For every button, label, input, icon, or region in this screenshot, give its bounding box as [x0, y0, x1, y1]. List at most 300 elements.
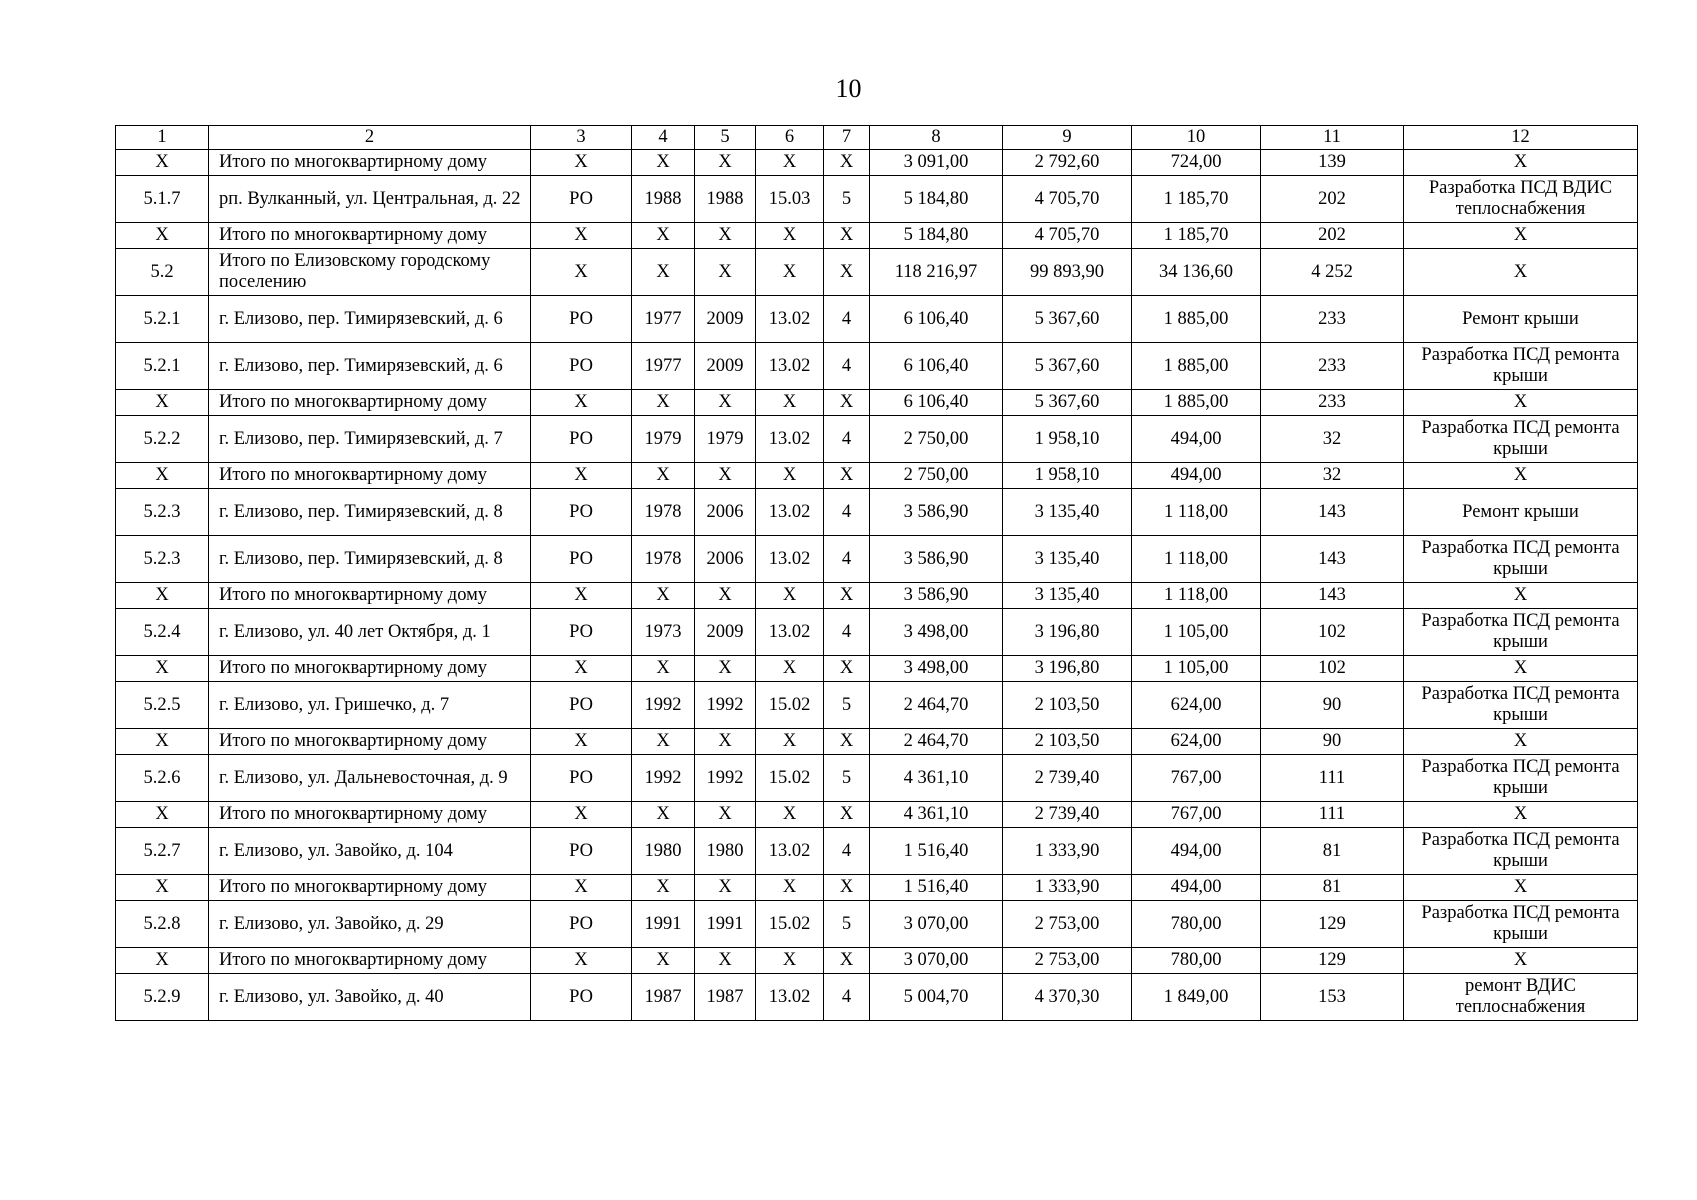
count-cell: 143: [1261, 489, 1404, 536]
floors-cell: 5: [824, 901, 870, 948]
amount-cell: 1 185,70: [1132, 176, 1261, 223]
floors-cell: Х: [824, 729, 870, 755]
year-built-cell: 1977: [632, 343, 695, 390]
amount-cell: 2 103,50: [1003, 682, 1132, 729]
address-cell: Итого по многоквартирному дому: [209, 583, 531, 609]
amount-cell: 4 705,70: [1003, 176, 1132, 223]
amount-cell: 6 106,40: [870, 296, 1003, 343]
amount-cell: 4 370,30: [1003, 974, 1132, 1021]
count-cell: 233: [1261, 390, 1404, 416]
row-number-cell: Х: [116, 150, 209, 176]
year-cell: Х: [695, 656, 756, 682]
work-type-cell: ремонт ВДИС теплоснабжения: [1404, 974, 1638, 1021]
code-cell: 13.02: [756, 974, 824, 1021]
type-cell: Х: [531, 390, 632, 416]
year-cell: Х: [695, 729, 756, 755]
amount-cell: 3 586,90: [870, 489, 1003, 536]
work-type-cell: Разработка ПСД ремонта крыши: [1404, 609, 1638, 656]
table-row: [116, 755, 1638, 802]
count-cell: 202: [1261, 176, 1404, 223]
type-cell: Х: [531, 463, 632, 489]
year-cell: Х: [695, 875, 756, 901]
address-cell: Итого по Елизовскому городскому поселению: [209, 249, 531, 296]
table-row: [116, 682, 1638, 729]
type-cell: РО: [531, 755, 632, 802]
year-cell: 1987: [695, 974, 756, 1021]
type-cell: РО: [531, 343, 632, 390]
subtotal-row: [116, 150, 1638, 176]
amount-cell: 2 739,40: [1003, 755, 1132, 802]
amount-cell: 1 185,70: [1132, 223, 1261, 249]
subtotal-row: [116, 463, 1638, 489]
row-number-cell: Х: [116, 656, 209, 682]
header-cell: 4: [632, 126, 695, 150]
row-number-cell: 5.2.2: [116, 416, 209, 463]
table-row: [116, 609, 1638, 656]
address-cell: рп. Вулканный, ул. Центральная, д. 22: [209, 176, 531, 223]
amount-cell: 3 586,90: [870, 583, 1003, 609]
table-row: [116, 974, 1638, 1021]
year-cell: Х: [695, 583, 756, 609]
floors-cell: Х: [824, 583, 870, 609]
floors-cell: Х: [824, 656, 870, 682]
count-cell: 111: [1261, 755, 1404, 802]
amount-cell: 624,00: [1132, 682, 1261, 729]
table-row: [116, 901, 1638, 948]
amount-cell: 1 105,00: [1132, 609, 1261, 656]
address-cell: Итого по многоквартирному дому: [209, 875, 531, 901]
code-cell: 15.02: [756, 755, 824, 802]
work-type-cell: Разработка ПСД ремонта крыши: [1404, 343, 1638, 390]
code-cell: Х: [756, 802, 824, 828]
floors-cell: Х: [824, 150, 870, 176]
year-cell: 1988: [695, 176, 756, 223]
row-number-cell: Х: [116, 802, 209, 828]
count-cell: 129: [1261, 948, 1404, 974]
year-cell: 2009: [695, 296, 756, 343]
amount-cell: 1 118,00: [1132, 536, 1261, 583]
amount-cell: 3 070,00: [870, 948, 1003, 974]
code-cell: 15.02: [756, 682, 824, 729]
amount-cell: 5 367,60: [1003, 296, 1132, 343]
subtotal-row: [116, 802, 1638, 828]
count-cell: 143: [1261, 583, 1404, 609]
code-cell: Х: [756, 656, 824, 682]
year-cell: Х: [695, 802, 756, 828]
header-cell: 11: [1261, 126, 1404, 150]
page-number: 10: [835, 74, 862, 103]
amount-cell: 1 958,10: [1003, 463, 1132, 489]
work-type-cell: Ремонт крыши: [1404, 296, 1638, 343]
type-cell: РО: [531, 416, 632, 463]
code-cell: 15.02: [756, 901, 824, 948]
year-cell: 2009: [695, 609, 756, 656]
amount-cell: 780,00: [1132, 948, 1261, 974]
amount-cell: 5 367,60: [1003, 343, 1132, 390]
table-row: [116, 343, 1638, 390]
address-cell: г. Елизово, пер. Тимирязевский, д. 8: [209, 489, 531, 536]
year-cell: Х: [695, 390, 756, 416]
year-built-cell: 1978: [632, 536, 695, 583]
address-cell: г. Елизово, ул. Завойко, д. 29: [209, 901, 531, 948]
amount-cell: 494,00: [1132, 463, 1261, 489]
type-cell: Х: [531, 249, 632, 296]
count-cell: 81: [1261, 828, 1404, 875]
table-row: [116, 176, 1638, 223]
year-cell: 2006: [695, 536, 756, 583]
type-cell: Х: [531, 656, 632, 682]
address-cell: Итого по многоквартирному дому: [209, 656, 531, 682]
amount-cell: 1 118,00: [1132, 583, 1261, 609]
floors-cell: 4: [824, 974, 870, 1021]
work-type-cell: Ремонт крыши: [1404, 489, 1638, 536]
header-cell: 10: [1132, 126, 1261, 150]
amount-cell: 2 464,70: [870, 729, 1003, 755]
floors-cell: Х: [824, 390, 870, 416]
amount-cell: 3 586,90: [870, 536, 1003, 583]
work-type-cell: Х: [1404, 390, 1638, 416]
amount-cell: 724,00: [1132, 150, 1261, 176]
code-cell: 13.02: [756, 489, 824, 536]
repair-register-table: [115, 125, 1638, 1021]
row-number-cell: 5.2.7: [116, 828, 209, 875]
work-type-cell: Разработка ПСД ВДИС теплоснабжения: [1404, 176, 1638, 223]
code-cell: 13.02: [756, 343, 824, 390]
type-cell: РО: [531, 828, 632, 875]
floors-cell: Х: [824, 249, 870, 296]
amount-cell: 3 070,00: [870, 901, 1003, 948]
code-cell: Х: [756, 583, 824, 609]
type-cell: РО: [531, 176, 632, 223]
address-cell: г. Елизово, пер. Тимирязевский, д. 7: [209, 416, 531, 463]
floors-cell: 4: [824, 828, 870, 875]
type-cell: Х: [531, 875, 632, 901]
floors-cell: 4: [824, 296, 870, 343]
type-cell: РО: [531, 682, 632, 729]
work-type-cell: Х: [1404, 249, 1638, 296]
year-built-cell: 1973: [632, 609, 695, 656]
row-number-cell: 5.2.3: [116, 489, 209, 536]
address-cell: г. Елизово, пер. Тимирязевский, д. 6: [209, 296, 531, 343]
floors-cell: 4: [824, 343, 870, 390]
code-cell: Х: [756, 150, 824, 176]
address-cell: Итого по многоквартирному дому: [209, 390, 531, 416]
count-cell: 32: [1261, 416, 1404, 463]
type-cell: РО: [531, 901, 632, 948]
year-cell: 2006: [695, 489, 756, 536]
work-type-cell: Х: [1404, 656, 1638, 682]
year-cell: Х: [695, 223, 756, 249]
floors-cell: 4: [824, 489, 870, 536]
count-cell: 111: [1261, 802, 1404, 828]
amount-cell: 1 333,90: [1003, 875, 1132, 901]
header-cell: 1: [116, 126, 209, 150]
count-cell: 102: [1261, 656, 1404, 682]
address-cell: г. Елизово, ул. Завойко, д. 104: [209, 828, 531, 875]
code-cell: 13.02: [756, 416, 824, 463]
header-cell: 9: [1003, 126, 1132, 150]
amount-cell: 3 196,80: [1003, 656, 1132, 682]
count-cell: 139: [1261, 150, 1404, 176]
type-cell: Х: [531, 802, 632, 828]
amount-cell: 34 136,60: [1132, 249, 1261, 296]
amount-cell: 4 705,70: [1003, 223, 1132, 249]
address-cell: г. Елизово, пер. Тимирязевский, д. 6: [209, 343, 531, 390]
row-number-cell: 5.2.1: [116, 296, 209, 343]
floors-cell: Х: [824, 802, 870, 828]
row-number-cell: Х: [116, 948, 209, 974]
year-built-cell: 1977: [632, 296, 695, 343]
amount-cell: 3 135,40: [1003, 489, 1132, 536]
year-built-cell: 1987: [632, 974, 695, 1021]
year-built-cell: Х: [632, 656, 695, 682]
subtotal-row: [116, 583, 1638, 609]
work-type-cell: Разработка ПСД ремонта крыши: [1404, 536, 1638, 583]
count-cell: 233: [1261, 296, 1404, 343]
type-cell: РО: [531, 536, 632, 583]
work-type-cell: Х: [1404, 802, 1638, 828]
amount-cell: 4 361,10: [870, 802, 1003, 828]
count-cell: 4 252: [1261, 249, 1404, 296]
floors-cell: 5: [824, 176, 870, 223]
header-cell: 5: [695, 126, 756, 150]
amount-cell: 1 885,00: [1132, 343, 1261, 390]
type-cell: Х: [531, 948, 632, 974]
code-cell: Х: [756, 875, 824, 901]
address-cell: Итого по многоквартирному дому: [209, 802, 531, 828]
amount-cell: 2 753,00: [1003, 901, 1132, 948]
row-number-cell: 5.2.9: [116, 974, 209, 1021]
address-cell: Итого по многоквартирному дому: [209, 948, 531, 974]
year-cell: 1992: [695, 755, 756, 802]
amount-cell: 1 849,00: [1132, 974, 1261, 1021]
amount-cell: 3 135,40: [1003, 583, 1132, 609]
code-cell: 13.02: [756, 828, 824, 875]
row-number-cell: 5.2: [116, 249, 209, 296]
year-built-cell: Х: [632, 729, 695, 755]
year-built-cell: Х: [632, 249, 695, 296]
year-cell: Х: [695, 150, 756, 176]
amount-cell: 767,00: [1132, 755, 1261, 802]
type-cell: РО: [531, 609, 632, 656]
amount-cell: 494,00: [1132, 416, 1261, 463]
header-cell: 7: [824, 126, 870, 150]
work-type-cell: Х: [1404, 583, 1638, 609]
amount-cell: 1 885,00: [1132, 296, 1261, 343]
amount-cell: 99 893,90: [1003, 249, 1132, 296]
code-cell: 13.02: [756, 296, 824, 343]
amount-cell: 2 464,70: [870, 682, 1003, 729]
amount-cell: 3 135,40: [1003, 536, 1132, 583]
work-type-cell: Разработка ПСД ремонта крыши: [1404, 828, 1638, 875]
row-number-cell: 5.2.5: [116, 682, 209, 729]
amount-cell: 780,00: [1132, 901, 1261, 948]
work-type-cell: Х: [1404, 875, 1638, 901]
work-type-cell: Х: [1404, 729, 1638, 755]
year-cell: Х: [695, 249, 756, 296]
header-cell: 3: [531, 126, 632, 150]
address-cell: Итого по многоквартирному дому: [209, 729, 531, 755]
amount-cell: 3 091,00: [870, 150, 1003, 176]
type-cell: РО: [531, 974, 632, 1021]
row-number-cell: Х: [116, 875, 209, 901]
type-cell: РО: [531, 296, 632, 343]
year-cell: 1992: [695, 682, 756, 729]
amount-cell: 1 516,40: [870, 828, 1003, 875]
amount-cell: 1 105,00: [1132, 656, 1261, 682]
amount-cell: 6 106,40: [870, 390, 1003, 416]
amount-cell: 2 739,40: [1003, 802, 1132, 828]
code-cell: Х: [756, 729, 824, 755]
address-cell: г. Елизово, пер. Тимирязевский, д. 8: [209, 536, 531, 583]
subtotal-row: [116, 875, 1638, 901]
header-cell: 12: [1404, 126, 1638, 150]
year-built-cell: Х: [632, 875, 695, 901]
table-row: [116, 416, 1638, 463]
row-number-cell: Х: [116, 729, 209, 755]
year-built-cell: 1992: [632, 682, 695, 729]
table-row: [116, 828, 1638, 875]
code-cell: Х: [756, 223, 824, 249]
header-cell: 2: [209, 126, 531, 150]
amount-cell: 1 118,00: [1132, 489, 1261, 536]
year-cell: 1980: [695, 828, 756, 875]
amount-cell: 3 498,00: [870, 609, 1003, 656]
work-type-cell: Х: [1404, 150, 1638, 176]
type-cell: Х: [531, 223, 632, 249]
amount-cell: 1 333,90: [1003, 828, 1132, 875]
code-cell: 13.02: [756, 536, 824, 583]
floors-cell: 5: [824, 682, 870, 729]
type-cell: Х: [531, 150, 632, 176]
amount-cell: 1 885,00: [1132, 390, 1261, 416]
year-built-cell: Х: [632, 150, 695, 176]
amount-cell: 4 361,10: [870, 755, 1003, 802]
subtotal-row: [116, 223, 1638, 249]
amount-cell: 3 196,80: [1003, 609, 1132, 656]
amount-cell: 2 103,50: [1003, 729, 1132, 755]
year-cell: 2009: [695, 343, 756, 390]
count-cell: 233: [1261, 343, 1404, 390]
amount-cell: 2 750,00: [870, 463, 1003, 489]
work-type-cell: Х: [1404, 948, 1638, 974]
year-built-cell: 1978: [632, 489, 695, 536]
amount-cell: 1 958,10: [1003, 416, 1132, 463]
amount-cell: 494,00: [1132, 828, 1261, 875]
row-number-cell: Х: [116, 583, 209, 609]
table-row: [116, 249, 1638, 296]
year-built-cell: 1988: [632, 176, 695, 223]
row-number-cell: Х: [116, 223, 209, 249]
address-cell: г. Елизово, ул. Дальневосточная, д. 9: [209, 755, 531, 802]
work-type-cell: Разработка ПСД ремонта крыши: [1404, 755, 1638, 802]
row-number-cell: 5.2.3: [116, 536, 209, 583]
address-cell: Итого по многоквартирному дому: [209, 150, 531, 176]
floors-cell: Х: [824, 875, 870, 901]
work-type-cell: Х: [1404, 223, 1638, 249]
year-built-cell: Х: [632, 390, 695, 416]
code-cell: Х: [756, 463, 824, 489]
row-number-cell: 5.2.8: [116, 901, 209, 948]
amount-cell: 5 367,60: [1003, 390, 1132, 416]
year-built-cell: Х: [632, 802, 695, 828]
year-built-cell: 1979: [632, 416, 695, 463]
floors-cell: Х: [824, 948, 870, 974]
amount-cell: 624,00: [1132, 729, 1261, 755]
subtotal-row: [116, 390, 1638, 416]
floors-cell: Х: [824, 223, 870, 249]
year-built-cell: 1991: [632, 901, 695, 948]
amount-cell: 494,00: [1132, 875, 1261, 901]
floors-cell: 4: [824, 609, 870, 656]
table-row: [116, 489, 1638, 536]
address-cell: г. Елизово, ул. Завойко, д. 40: [209, 974, 531, 1021]
subtotal-row: [116, 656, 1638, 682]
address-cell: г. Елизово, ул. 40 лет Октября, д. 1: [209, 609, 531, 656]
year-cell: Х: [695, 463, 756, 489]
subtotal-row: [116, 948, 1638, 974]
floors-cell: 5: [824, 755, 870, 802]
year-cell: Х: [695, 948, 756, 974]
table-row: [116, 536, 1638, 583]
year-built-cell: Х: [632, 223, 695, 249]
table-body: [116, 126, 1638, 1021]
type-cell: РО: [531, 489, 632, 536]
work-type-cell: Разработка ПСД ремонта крыши: [1404, 682, 1638, 729]
year-built-cell: Х: [632, 463, 695, 489]
amount-cell: 2 792,60: [1003, 150, 1132, 176]
address-cell: Итого по многоквартирному дому: [209, 463, 531, 489]
header-cell: 6: [756, 126, 824, 150]
amount-cell: 2 750,00: [870, 416, 1003, 463]
floors-cell: 4: [824, 536, 870, 583]
count-cell: 90: [1261, 682, 1404, 729]
row-number-cell: Х: [116, 390, 209, 416]
type-cell: Х: [531, 729, 632, 755]
amount-cell: 6 106,40: [870, 343, 1003, 390]
work-type-cell: Разработка ПСД ремонта крыши: [1404, 416, 1638, 463]
header-cell: 8: [870, 126, 1003, 150]
work-type-cell: Х: [1404, 463, 1638, 489]
row-number-cell: 5.2.4: [116, 609, 209, 656]
column-number-header-row: [116, 126, 1638, 150]
type-cell: Х: [531, 583, 632, 609]
work-type-cell: Разработка ПСД ремонта крыши: [1404, 901, 1638, 948]
amount-cell: 3 498,00: [870, 656, 1003, 682]
table-row: [116, 296, 1638, 343]
count-cell: 81: [1261, 875, 1404, 901]
count-cell: 32: [1261, 463, 1404, 489]
year-built-cell: Х: [632, 948, 695, 974]
row-number-cell: 5.2.1: [116, 343, 209, 390]
floors-cell: Х: [824, 463, 870, 489]
year-built-cell: 1992: [632, 755, 695, 802]
amount-cell: 2 753,00: [1003, 948, 1132, 974]
code-cell: Х: [756, 249, 824, 296]
amount-cell: 118 216,97: [870, 249, 1003, 296]
row-number-cell: Х: [116, 463, 209, 489]
address-cell: г. Елизово, ул. Гришечко, д. 7: [209, 682, 531, 729]
floors-cell: 4: [824, 416, 870, 463]
code-cell: 15.03: [756, 176, 824, 223]
amount-cell: 5 184,80: [870, 176, 1003, 223]
amount-cell: 5 004,70: [870, 974, 1003, 1021]
code-cell: Х: [756, 390, 824, 416]
amount-cell: 767,00: [1132, 802, 1261, 828]
subtotal-row: [116, 729, 1638, 755]
count-cell: 202: [1261, 223, 1404, 249]
row-number-cell: 5.1.7: [116, 176, 209, 223]
